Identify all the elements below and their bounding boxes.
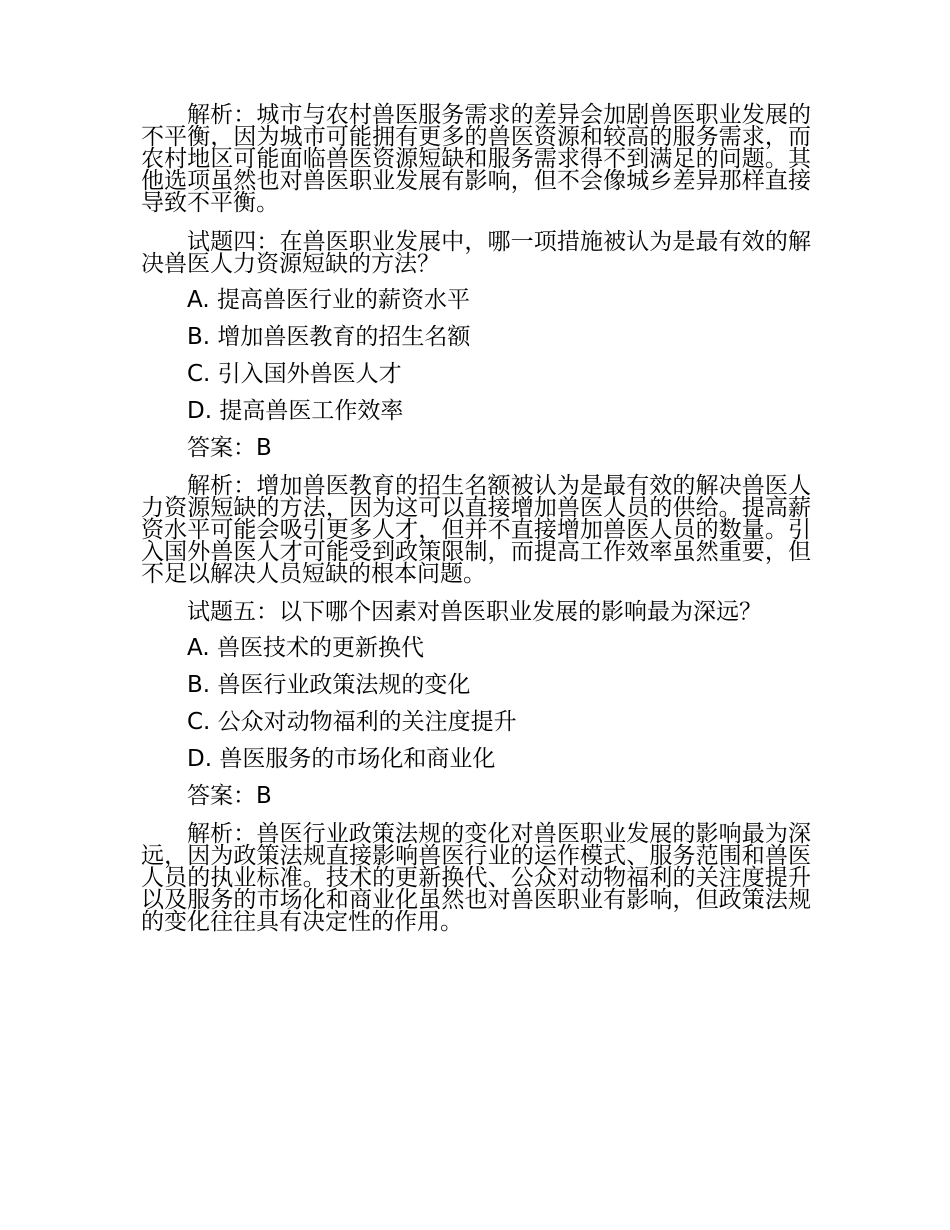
document-body — [141, 104, 811, 933]
analysis-paragraph-q3: 解析：城市与农村兽医服务需求的差异会加剧兽医职业发展的不平衡，因为城市可能拥有更多的兽医资源和较高的服务需求，而农村地区可能面临兽医资源短缺和服务需求得不到满足的问题。其他选项虽然也对兽医职业发展有影响，但不会像城乡差异那样直接导致不平衡。 — [141, 102, 811, 216]
question-4-option-c: C. 引入国外兽医人才 — [187, 361, 402, 387]
question-5-option-d: D. 兽医服务的市场化和商业化 — [187, 746, 496, 772]
question-5-answer: 答案：B — [187, 783, 272, 809]
question-5-option-c: C. 公众对动物福利的关注度提升 — [187, 709, 517, 735]
question-4-answer: 答案：B — [187, 435, 272, 461]
question-5-option-a: A. 兽医技术的更新换代 — [187, 635, 424, 661]
question-4-analysis: 解析：增加兽医教育的招生名额被认为是最有效的解决兽医人力资源短缺的方法，因为这可以直接增加兽医人员的供给。提高薪资水平可能会吸引更多人才，但并不直接增加兽医人员的数量。引入国外兽医人才可能受到政策限制，而提高工作效率虽然重要，但不足以解决人员短缺的根本问题。 — [141, 473, 811, 587]
question-4-option-a: A. 提高兽医行业的薪资水平 — [187, 287, 470, 313]
question-4-stem: 试题四：在兽医职业发展中，哪一项措施被认为是最有效的解决兽医人力资源短缺的方法？ — [141, 229, 811, 277]
question-5-analysis: 解析：兽医行业政策法规的变化对兽医职业发展的影响最为深远，因为政策法规直接影响兽医行业的运作模式、服务范围和兽医人员的执业标准。技术的更新换代、公众对动物福利的关注度提升以及服务的市场化和商业化虽然也对兽医职业有影响，但政策法规的变化往往具有决定性的作用。 — [141, 821, 811, 935]
question-4-option-d: D. 提高兽医工作效率 — [187, 398, 404, 424]
question-5-stem: 试题五：以下哪个因素对兽医职业发展的影响最为深远？ — [187, 599, 762, 625]
question-4-option-b: B. 增加兽医教育的招生名额 — [187, 324, 471, 350]
question-5-option-b: B. 兽医行业政策法规的变化 — [187, 672, 471, 698]
